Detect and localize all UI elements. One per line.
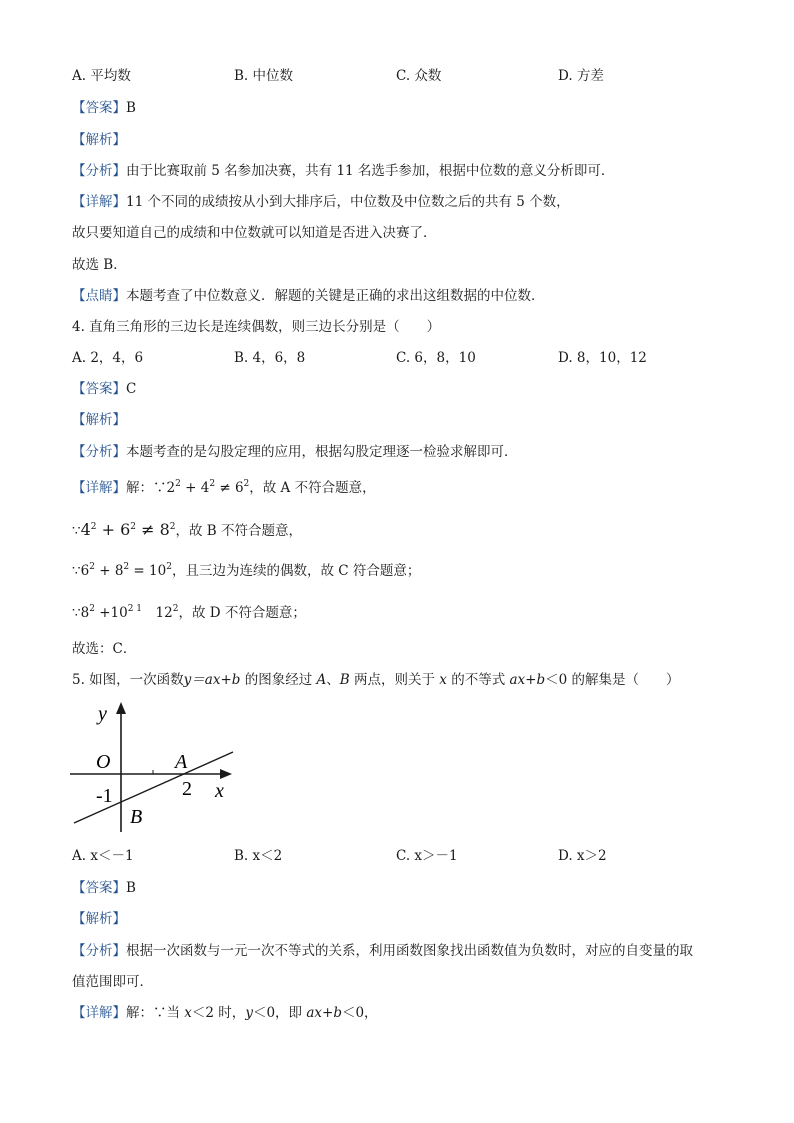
fenxi-text: 根据一次函数与一元一次不等式的关系，利用函数图象找出函数值为负数时，对应的自变量的取 [126, 943, 693, 959]
two-label: 2 [182, 778, 192, 800]
dianjing-tag: 【点睛】 [72, 288, 126, 304]
stem-part: 5. 如图，一次函数 [72, 672, 184, 688]
detail-line-2: 故只要知道自己的成绩和中位数就可以知道是否进入决赛了． [72, 225, 437, 241]
x-axis-arrow [220, 769, 232, 779]
x-axis-label: x [215, 780, 224, 802]
point-b-label: B [130, 806, 143, 828]
xiangjie-text: 11 个不同的成绩按从小到大排序后，中位数及中位数之后的共有 5 个数， [126, 194, 570, 210]
option-b: B. 中位数 [234, 68, 294, 84]
y-axis-label: y [98, 703, 107, 725]
option-a: A. 平均数 [72, 68, 131, 84]
inequality-expr: ax+b [509, 672, 546, 688]
q5-option-b: B. x＜2 [234, 848, 283, 864]
y-axis-arrow [116, 702, 126, 714]
q4-option-c: C. 6，8，10 [396, 350, 476, 366]
xiangjie-tag: 【详解】 [72, 480, 126, 496]
q5-option-a: A. x＜－1 [72, 848, 134, 864]
function-graph [64, 698, 244, 838]
detail-suffix: ，故 D 不符合题意； [178, 605, 306, 621]
dianjing-text: 本题考查了中位数意义．解题的关键是正确的求出这组数据的中位数． [126, 288, 545, 304]
q4-detail-line-2 [72, 521, 302, 540]
q5-answer-line [72, 879, 136, 897]
analysis-heading: 【解析】 [72, 132, 126, 148]
formula-a: $2^2 + 4^2 \ne 6^2$ [166, 479, 250, 496]
q4-answer-line [72, 380, 136, 398]
fenxi-tag: 【分析】 [72, 163, 126, 179]
stem-part: ＜0 的解集是（ ） [545, 672, 680, 688]
fenxi-text: 由于比赛取前 5 名参加决赛，共有 11 名选手参加，根据中位数的意义分析即可． [126, 163, 615, 179]
variable-y: y [245, 1005, 253, 1021]
xiangjie-tag: 【详解】 [72, 194, 126, 210]
inequality-expr: ax+b [306, 1005, 342, 1021]
detail-line [72, 193, 570, 211]
q4-detail-line-4 [72, 604, 306, 622]
detail-part: ＜2 时， [191, 1005, 246, 1021]
variable-x: x [439, 672, 447, 688]
q4-option-b: B. 4，6，8 [234, 350, 306, 366]
remark-line [72, 287, 545, 305]
point-a-label: A [175, 751, 188, 773]
question-4-stem: 4. 直角三角形的三边长是连续偶数，则三边长分别是（ ） [72, 319, 441, 335]
answer-line [72, 99, 136, 117]
q5-analysis-line-2: 值范围即可． [72, 974, 153, 990]
option-d: D. 方差 [558, 68, 604, 84]
origin-label: O [96, 751, 111, 773]
variable-x: x [184, 1005, 192, 1021]
detail-part: ＜0，即 [252, 1005, 307, 1021]
because-symbol: ∵ [72, 563, 81, 579]
answer-tag: 【答案】 [72, 100, 126, 116]
q5-option-c: C. x＞－1 [396, 848, 458, 864]
formula-c: $6^2 + 8^2 = 10^2$ [80, 562, 172, 579]
xiangjie-tag: 【详解】 [72, 1005, 126, 1021]
answer-tag: 【答案】 [72, 880, 126, 896]
q4-detail-line-1 [72, 479, 376, 497]
q4-choose-line: 故选：C． [72, 641, 137, 657]
detail-prefix: 解：∵ [126, 480, 167, 496]
fenxi-tag: 【分析】 [72, 943, 126, 959]
neg-one-label: -1 [96, 785, 113, 807]
answer-value: C [126, 381, 137, 397]
question-5-stem [72, 671, 680, 689]
stem-part: 、 [326, 672, 340, 688]
q5-option-d: D. x＞2 [558, 848, 607, 864]
fenxi-tag: 【分析】 [72, 444, 126, 460]
q5-detail-line [72, 1004, 378, 1022]
point-a-label: A [316, 672, 327, 688]
answer-tag: 【答案】 [72, 381, 126, 397]
fenxi-text: 本题考查的是勾股定理的应用，根据勾股定理逐一检验求解即可． [126, 444, 518, 460]
analysis-line [72, 162, 614, 180]
answer-value: B [126, 100, 136, 116]
detail-suffix: ，故 A 不符合题意， [249, 480, 376, 496]
answer-value: B [126, 880, 136, 896]
option-c: C. 众数 [396, 68, 442, 84]
q4-detail-line-3 [72, 562, 420, 580]
detail-suffix: ，故 B 不符合题意， [175, 523, 303, 539]
because-symbol: ∵ [72, 523, 81, 539]
q4-option-d: D. 8，10，12 [558, 350, 647, 366]
q5-analysis-heading: 【解析】 [72, 911, 126, 927]
stem-part: 的图象经过 [240, 672, 317, 688]
because-symbol: ∵ [72, 605, 81, 621]
q4-option-a: A. 2，4，6 [72, 350, 144, 366]
function-expr: y＝ax+b [183, 672, 241, 688]
stem-part: 的不等式 [446, 672, 510, 688]
formula-b: $4^2 + 6^2 \ne 8^2$ [80, 520, 176, 539]
detail-suffix: ，且三边为连续的偶数，故 C 符合题意； [171, 563, 421, 579]
point-b-label: B [339, 672, 350, 688]
choose-line: 故选 B． [72, 257, 127, 273]
q4-analysis-heading: 【解析】 [72, 412, 126, 428]
formula-d: $8^2 +10^{2 1}$ $12^2$ [80, 604, 179, 621]
q4-analysis-line [72, 443, 518, 461]
detail-part: ＜0， [341, 1005, 378, 1021]
stem-part: 两点，则关于 [349, 672, 440, 688]
detail-part: 解：∵当 [126, 1005, 185, 1021]
q5-analysis-line [72, 942, 693, 960]
